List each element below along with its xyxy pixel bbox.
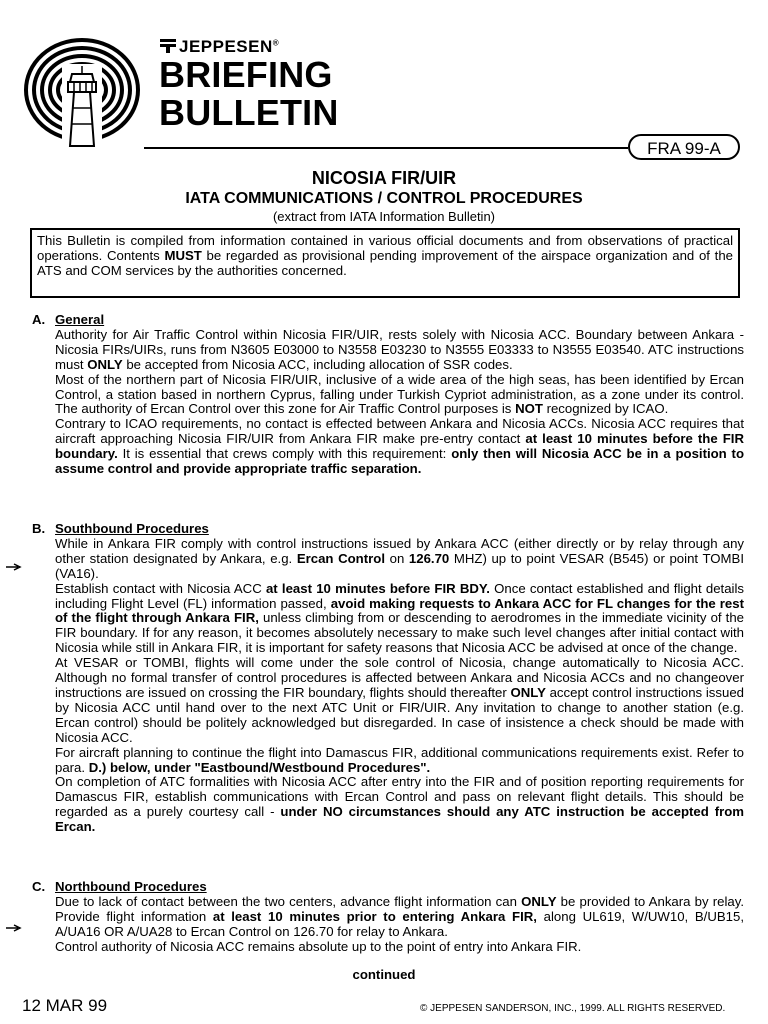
section-letter: C. (32, 879, 46, 894)
bulletin-title-line1: BRIEFING (159, 54, 333, 95)
footer-copyright: © JEPPESEN SANDERSON, INC., 1999. ALL RIGHTS RESERVED. (420, 1003, 726, 1014)
paragraph: For aircraft planning to continue the flight into Damascus FIR, additional communications requirements exist. Refer to para. D.) below, under "Eastbound/Westbound Procedures". (55, 744, 744, 775)
section-letter: B. (32, 521, 46, 536)
paragraph: At VESAR or TOMBI, flights will come under the sole control of Nicosia, change automatically to Nicosia ACC. Although no formal transfer of control procedures is affected between Ankara and Nicosia ACCs and no changeover instructions are issued on crossing the FIR boundary, flights should thereafter ONLY accept control instructions issued by Nicosia ACC until hand over to the next ATC Unit or FIR/UIR. Any invitation to change to another station (e.g. Ercan control) should be politely acknowledged but disregarded. In case of insistence a check should be made with Nicosia ACC. (55, 655, 744, 745)
section-title: Southbound Procedures (55, 521, 209, 536)
footer-date: 12 MAR 99 (22, 996, 108, 1015)
paragraph: Contrary to ICAO requirements, no contact is effected between Ankara and Nicosia ACCs. Nicosia ACC requires that aircraft approaching Nicosia FIR/UIR from Ankara FIR make pre-entry contact at least 10 minutes before the FIR boundary. It is essential that crews comply with this requirement: only then will Nicosia ACC be in a position to assume control and provide appropriate traffic separation. (55, 416, 745, 477)
change-arrow-icon (6, 563, 22, 571)
brand-name: JEPPESEN® (160, 37, 279, 57)
bulletin-code-badge: FRA 99-A (628, 134, 740, 160)
paragraph: Most of the northern part of Nicosia FIR/UIR, inclusive of a wide area of the high seas, has been identified by Ercan Control, a station based in northern Cyprus, falling under Turkish Cypriot administration, as a zone under its control. The authority of Ercan Control over this zone for Air Traffic Control purposes is NOT recognized by ICAO. (55, 371, 744, 417)
section-letter: A. (32, 312, 46, 327)
section-northbound (32, 880, 744, 955)
section-general (32, 313, 744, 477)
document-source-note: (extract from IATA Information Bulletin) (272, 209, 496, 224)
paragraph: Due to lack of contact between the two centers, advance flight information can ONLY be provided to Ankara by relay. Provide flight information at least 10 minutes prior to entering Ankara FIR, along UL619, W/UW10, B/UB15, A/UA16 OR A/UA28 to Ercan Control on 126.70 for relay to Ankara. (55, 893, 744, 939)
paragraph: While in Ankara FIR comply with control instructions issued by Ankara ACC (either directly or by relay through any other station designated by Ankara, e.g. Ercan Control on 126.70 MHZ) up to point VESAR (B545) or point TOMBI (VA16). (55, 535, 744, 581)
change-arrow-icon (6, 924, 22, 932)
paragraph: Control authority of Nicosia ACC remains absolute up to the point of entry into Ankara FIR. (55, 938, 582, 954)
paragraph: Establish contact with Nicosia ACC at least 10 minutes before FIR BDY. Once contact established and flight details including Flight Level (FL) information passed, avoid making requests to Ankara ACC for FL changes for the rest of the flight through Ankara FIR, unless climbing from or descending to aerodromes in the immediate vicinity of the FIR boundary. If for any reason, it becomes absolutely necessary to make such level changes after initial contact with Nicosia while still in Ankara FIR, it is important for safety reasons that Nicosia ACC be advised at once of the change. (55, 580, 745, 656)
intro-box: This Bulletin is compiled from information contained in various official documents and from observations of practical operations. Contents MUST be regarded as provisional pending improvement of the airspace organization and of the ATS and COM services by the authorities concerned. (30, 228, 740, 298)
section-title: Northbound Procedures (55, 879, 207, 894)
section-title: General (55, 312, 105, 327)
brand-text: JEPPESEN (179, 37, 273, 56)
continued-label: continued (352, 967, 416, 982)
paragraph: On completion of ATC formalities with Nicosia ACC after entry into the FIR and of position reporting requirements for Damascus FIR, establish communications with Ercan Control and pass on relevant flight details. This should be regarded as a purely courtesy call - under NO circumstances should any ATC instruction be accepted from Ercan. (55, 774, 744, 835)
bulletin-title-line2: BULLETIN (159, 92, 339, 133)
jeppesen-mark-icon (160, 39, 176, 53)
section-southbound (32, 522, 744, 835)
document-subtitle: IATA COMMUNICATIONS / CONTROL PROCEDURES (185, 190, 583, 207)
jeppesen-tower-logo (22, 38, 146, 148)
paragraph: Authority for Air Traffic Control within Nicosia FIR/UIR, rests solely with Nicosia ACC. Boundary between Ankara - Nicosia FIRs/UIRs, runs from N3605 E03000 to N3558 E03230 to N3555 E03333 to N3555 E03540. ATC instructions must ONLY be accepted from Nicosia ACC, including allocation of SSR codes. (55, 326, 744, 372)
header-rule (144, 147, 628, 149)
document-title: NICOSIA FIR/UIR (311, 168, 457, 188)
